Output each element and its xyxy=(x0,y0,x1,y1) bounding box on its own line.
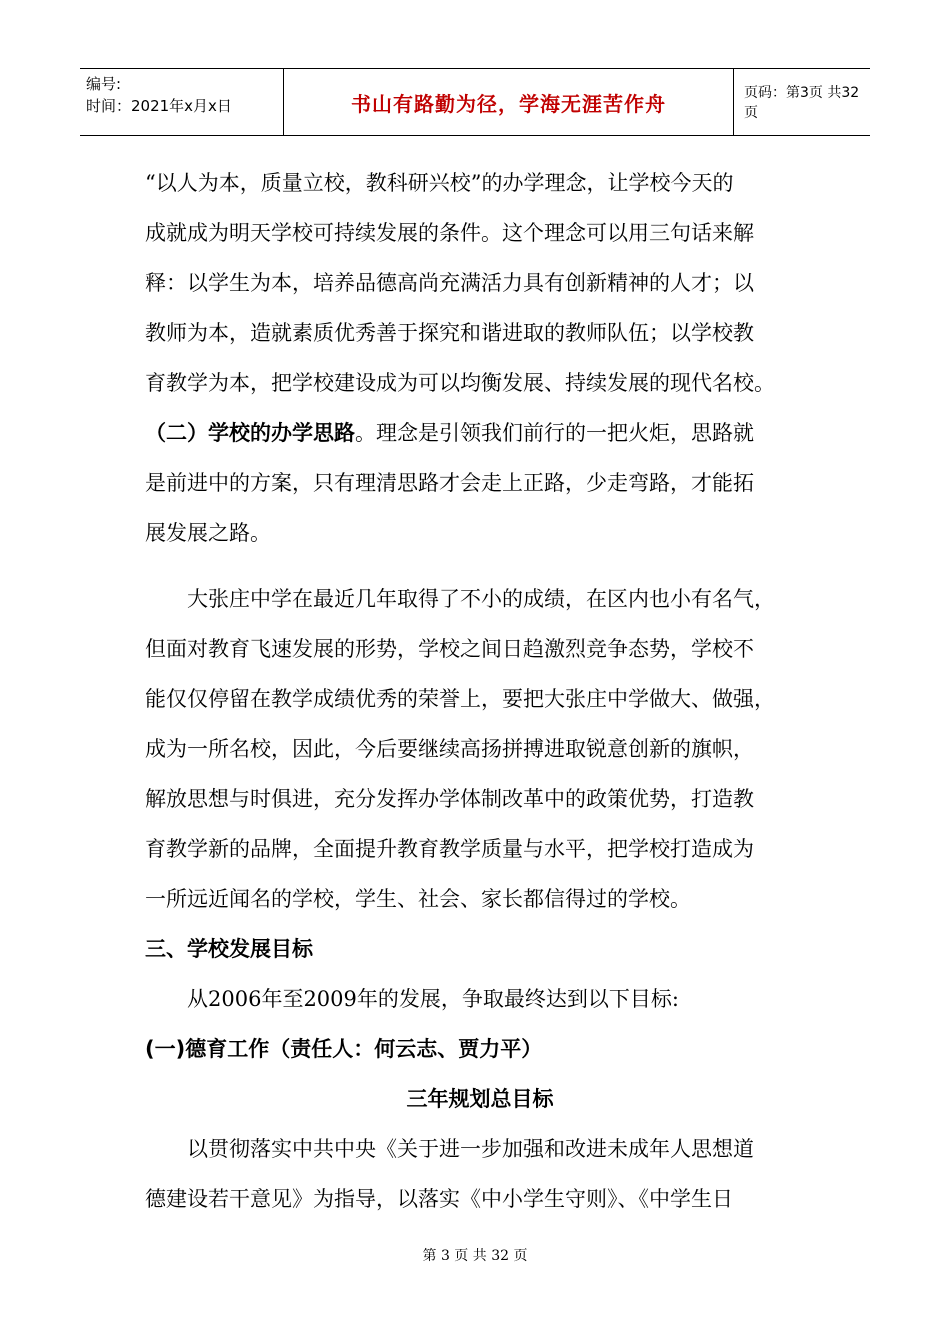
paragraph-text: 。理念是引领我们前行的一把火炬，思路就 xyxy=(355,421,754,445)
page-footer: 第 3 页 共 32 页 xyxy=(422,1248,528,1264)
header-motto-cell xyxy=(284,69,734,135)
paragraph-line: 从2006年至2009年的发展，争取最终达到以下目标: xyxy=(187,987,679,1011)
paragraph-line: 以贯彻落实中共中央《关于进一步加强和改进未成年人思想道 xyxy=(187,1137,754,1161)
header-meta-cell xyxy=(80,69,284,135)
paragraph-line: 展发展之路。 xyxy=(145,521,271,545)
paragraph-line: 一所远近闻名的学校，学生、社会、家长都信得过的学校。 xyxy=(145,887,691,911)
document-time-label: 时间：2021年x月x日 xyxy=(86,97,232,115)
paragraph-line: 是前进中的方案，只有理清思路才会走上正路，少走弯路，才能拓 xyxy=(145,471,754,495)
section-heading: 三、学校发展目标 xyxy=(145,937,313,961)
paragraph-line: 但面对教育飞速发展的形势，学校之间日趋激烈竞争态势，学校不 xyxy=(145,637,754,661)
paragraph-line: 德建设若干意见》为指导，以落实《中小学生守则》、《中学生日 xyxy=(145,1187,733,1211)
paragraph-line: 释：以学生为本，培养品德高尚充满活力具有创新精神的人才；以 xyxy=(145,271,754,295)
document-number-label: 编号: xyxy=(86,75,122,93)
section-subheading: （二）学校的办学思路 xyxy=(145,421,355,445)
paragraph-line: 育教学为本，把学校建设成为可以均衡发展、持续发展的现代名校。 xyxy=(145,371,775,395)
paragraph-line: 教师为本，造就素质优秀善于探究和谐进取的教师队伍；以学校教 xyxy=(145,321,754,345)
paragraph-line: 成为一所名校，因此，今后要继续高扬拼搏进取锐意创新的旗帜， xyxy=(145,737,754,761)
paragraph-line: 能仅仅停留在教学成绩优秀的荣誉上，要把大张庄中学做大、做强， xyxy=(145,687,775,711)
paragraph-line xyxy=(145,408,815,458)
header-page-info: 页码：第3页 共32页 xyxy=(744,85,860,121)
centered-heading: 三年规划总目标 xyxy=(406,1087,554,1111)
paragraph-line: 大张庄中学在最近几年取得了不小的成绩，在区内也小有名气， xyxy=(187,587,775,611)
page-header xyxy=(80,68,870,136)
paragraph-line: 解放思想与时俱进，充分发挥办学体制改革中的政策优势，打造教 xyxy=(145,787,754,811)
paragraph-line: 育教学新的品牌，全面提升教育教学质量与水平，把学校打造成为 xyxy=(145,837,754,861)
header-page-cell xyxy=(734,69,870,135)
document-body xyxy=(145,158,815,1224)
paragraph-line: 成就成为明天学校可持续发展的条件。这个理念可以用三句话来解 xyxy=(145,221,754,245)
header-motto: 书山有路勤为径，学海无涯苦作舟 xyxy=(351,91,666,116)
paragraph-line: “以人为本，质量立校，教科研兴校”的办学理念，让学校今天的 xyxy=(145,171,734,195)
section-subheading: (一)德育工作（责任人：何云志、贾力平） xyxy=(145,1037,543,1061)
